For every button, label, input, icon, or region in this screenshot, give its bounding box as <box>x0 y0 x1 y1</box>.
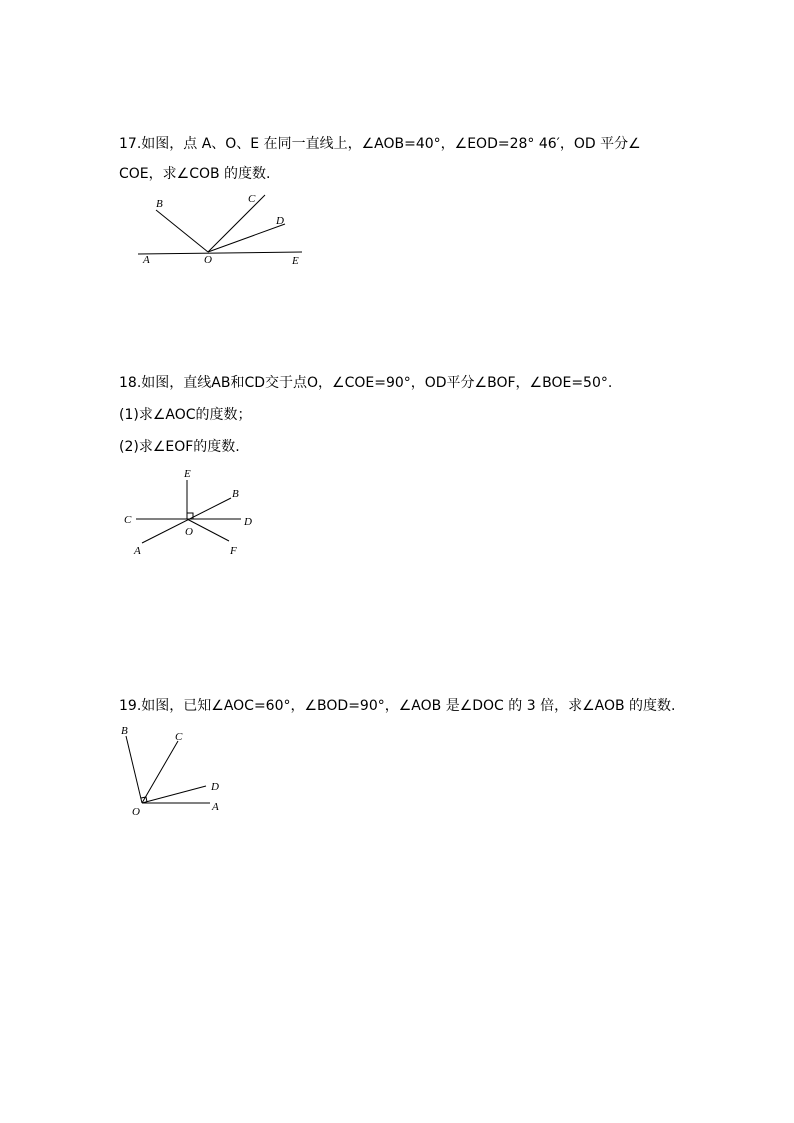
label-B: B <box>232 488 239 500</box>
ray-OD <box>208 224 285 252</box>
label-B: B <box>121 725 128 737</box>
problem-19-line-1: 19.如图，已知∠AOC=60°，∠BOD=90°，∠AOB 是∠DOC 的 3 倍，求∠AOB 的度数. <box>119 698 676 714</box>
label-O: O <box>132 806 140 818</box>
label-B: B <box>156 198 163 210</box>
label-E: E <box>292 255 299 267</box>
label-D: D <box>244 516 252 528</box>
label-A: A <box>143 254 150 266</box>
figure-17 <box>130 190 310 270</box>
line-AE <box>138 252 302 254</box>
label-F: F <box>230 545 237 557</box>
ray-OF <box>187 519 229 541</box>
label-O: O <box>185 526 193 538</box>
figure-18 <box>118 462 268 562</box>
label-C: C <box>124 514 132 526</box>
ray-OB <box>126 736 142 803</box>
label-D: D <box>276 215 284 227</box>
label-E: E <box>184 468 191 480</box>
label-A: A <box>212 801 219 813</box>
problem-18-line-2: (1)求∠AOC的度数； <box>119 407 252 423</box>
problem-17-line-1: 17.如图，点 A、O、E 在同一直线上，∠AOB=40°，∠EOD=28° 46′，OD 平分∠ <box>119 136 641 152</box>
problem-17-line-2: COE，求∠COB 的度数. <box>119 166 271 182</box>
label-A: A <box>134 545 141 557</box>
ray-OC <box>142 741 178 803</box>
label-C: C <box>248 193 256 205</box>
label-D: D <box>211 781 219 793</box>
problem-18-line-3: (2)求∠EOF的度数. <box>119 439 240 455</box>
ray-OD <box>142 786 206 803</box>
label-C: C <box>175 731 183 743</box>
ray-OB <box>156 210 208 252</box>
ray-OC <box>208 195 265 252</box>
problem-18-line-1: 18.如图，直线AB和CD交于点O，∠COE=90°，OD平分∠BOF，∠BOE=50°. <box>119 375 613 391</box>
label-O: O <box>204 254 212 266</box>
figure-19 <box>115 722 235 822</box>
